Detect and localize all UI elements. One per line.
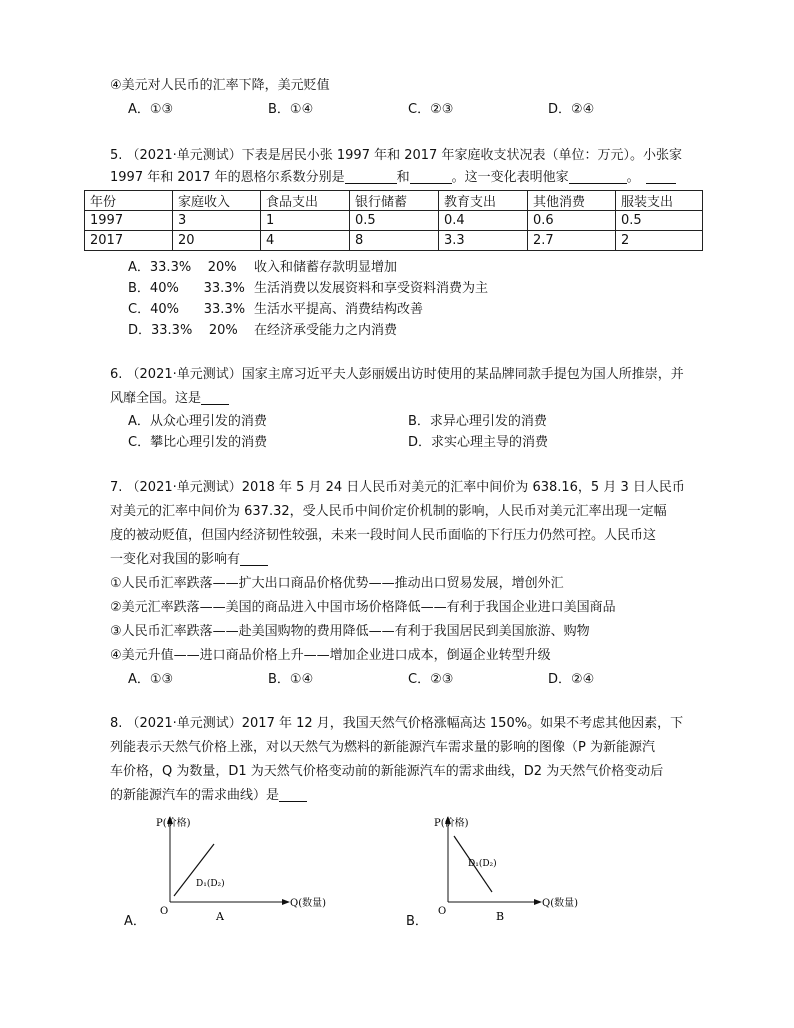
q6-option-c: C．攀比心理引发的消费 xyxy=(128,435,268,450)
x-axis-arrow-icon xyxy=(534,899,542,905)
q4-option-c: C．②③ xyxy=(408,102,454,117)
curve-label: D₁(D₂) xyxy=(468,859,497,869)
q7-answer-blank xyxy=(240,551,268,566)
table-cell: 0.4 xyxy=(439,211,528,231)
q6-stem-line-1: 6. （2021·单元测试）国家主席习近平夫人彭丽媛出访时使用的某品牌同款手提包为国人所推崇，并 xyxy=(110,367,684,382)
table-header-cell: 服装支出 xyxy=(616,191,703,211)
q7-option-c: C．②③ xyxy=(408,672,454,687)
table-cell: 2.7 xyxy=(528,231,616,251)
q7-item-4: ④美元升值——进口商品价格上升——增加企业进口成本，倒逼企业转型升级 xyxy=(110,648,551,663)
q6-option-a: A．从众心理引发的消费 xyxy=(128,414,267,429)
q4-option-d: D．②④ xyxy=(548,102,595,117)
table-cell: 1997 xyxy=(85,211,173,231)
q6-option-d: D．求实心理主导的消费 xyxy=(408,435,549,450)
q8-stem-line-1: 8. （2021·单元测试）2017 年 12 月，我国天然气价格涨幅高达 150%。如果不考虑其他因素，下 xyxy=(110,716,684,731)
table-cell: 0.5 xyxy=(350,211,439,231)
q4-option-b: B．①④ xyxy=(268,102,314,117)
q7-item-1: ①人民币汇率跌落——扩大出口商品价格优势——推动出口贸易发展，增创外汇 xyxy=(110,576,564,591)
q7-stem-line-2: 对美元的汇率中间价为 637.32，受人民币中间价定价机制的影响，人民币对美元汇率出现一定幅 xyxy=(110,504,667,519)
origin-label: O xyxy=(438,906,447,917)
q7-option-d: D．②④ xyxy=(548,672,595,687)
x-axis-arrow-icon xyxy=(282,899,290,905)
q5-option-b: B．40% 33.3% 生活消费以发展资料和享受资料消费为主 xyxy=(128,281,489,296)
y-axis-label: P(价格) xyxy=(156,818,191,829)
q5-option-d: D．33.3% 20% 在经济承受能力之内消费 xyxy=(128,323,398,338)
table-cell: 3.3 xyxy=(439,231,528,251)
y-axis-label: P(价格) xyxy=(434,818,469,829)
q8-option-a-label: A． xyxy=(124,914,146,929)
q7-option-b: B．①④ xyxy=(268,672,314,687)
q7-stem-line-3: 度的被动贬值，但国内经济韧性较强，未来一段时间人民币面临的下行压力仍然可控。人民币这 xyxy=(110,528,657,543)
q5-blank-2 xyxy=(410,169,452,184)
table-header-cell: 年份 xyxy=(85,191,173,211)
q5-blank-1 xyxy=(345,169,397,184)
curve-label: D₁(D₂) xyxy=(196,879,225,889)
q6-option-b: B．求异心理引发的消费 xyxy=(408,414,547,429)
table-cell: 3 xyxy=(173,211,261,231)
q6-stem-line-2: 风靡全国。这是 xyxy=(110,389,229,409)
q6-answer-blank xyxy=(201,390,229,405)
x-axis-label: Q(数量) xyxy=(290,898,327,909)
q5-option-a: A．33.3% 20% 收入和储蓄存款明显增加 xyxy=(128,260,398,275)
q8-stem-line-2: 列能表示天然气价格上涨，对以天然气为燃料的新能源汽车需求量的影响的图像（P 为新能源汽 xyxy=(110,740,655,755)
q8-option-b-label: B． xyxy=(406,914,428,929)
q8-stem-line-4: 的新能源汽车的需求曲线）是 xyxy=(110,786,307,806)
table-cell: 2 xyxy=(616,231,703,251)
q8-answer-blank xyxy=(279,787,307,802)
q8-graph-b xyxy=(418,810,638,930)
table-header-row xyxy=(85,191,703,211)
q5-option-c: C．40% 33.3% 生活水平提高、消费结构改善 xyxy=(128,302,424,317)
origin-label: O xyxy=(160,906,169,917)
table-cell: 20 xyxy=(173,231,261,251)
table-header-cell: 教育支出 xyxy=(439,191,528,211)
table-cell: 0.6 xyxy=(528,211,616,231)
q5-stem-line-2: 1997 年和 2017 年的恩格尔系数分别是 和 。这一变化表明他家 。 xyxy=(110,168,676,188)
q5-answer-blank xyxy=(646,169,676,184)
table-cell: 8 xyxy=(350,231,439,251)
x-axis-label: Q(数量) xyxy=(542,898,579,909)
table-row xyxy=(85,231,703,251)
table-row xyxy=(85,211,703,231)
table-header-cell: 其他消费 xyxy=(528,191,616,211)
table-header-cell: 银行储蓄 xyxy=(350,191,439,211)
table-cell: 4 xyxy=(261,231,350,251)
q7-option-a: A．①③ xyxy=(128,672,174,687)
q5-stem-line-1: 5. （2021·单元测试）下表是居民小张 1997 年和 2017 年家庭收支状况表（单位：万元）。小张家 xyxy=(110,148,682,163)
q7-item-3: ③人民币汇率跌落——赴美国购物的费用降低——有利于我国居民到美国旅游、购物 xyxy=(110,624,590,639)
q4-item-4: ④美元对人民币的汇率下降，美元贬值 xyxy=(110,78,330,93)
q5-income-table xyxy=(84,190,703,251)
graph-caption: A xyxy=(216,910,224,923)
q7-stem-line-1: 7. （2021·单元测试）2018 年 5 月 24 日人民币对美元的汇率中间价为 638.16，5 月 3 日人民币 xyxy=(110,480,685,495)
graph-caption: B xyxy=(496,910,505,923)
q7-stem-line-4: 一变化对我国的影响有 xyxy=(110,550,268,570)
q8-graph-a xyxy=(140,810,360,930)
table-cell: 2017 xyxy=(85,231,173,251)
table-cell: 0.5 xyxy=(616,211,703,231)
table-header-cell: 家庭收入 xyxy=(173,191,261,211)
q4-option-a: A．①③ xyxy=(128,102,174,117)
table-header-cell: 食品支出 xyxy=(261,191,350,211)
q5-blank-3 xyxy=(569,169,627,184)
table-cell: 1 xyxy=(261,211,350,231)
q8-stem-line-3: 车价格，Q 为数量，D1 为天然气价格变动前的新能源汽车的需求曲线，D2 为天然气价格变动后 xyxy=(110,764,664,779)
q7-item-2: ②美元汇率跌落——美国的商品进入中国市场价格降低——有利于我国企业进口美国商品 xyxy=(110,600,616,615)
